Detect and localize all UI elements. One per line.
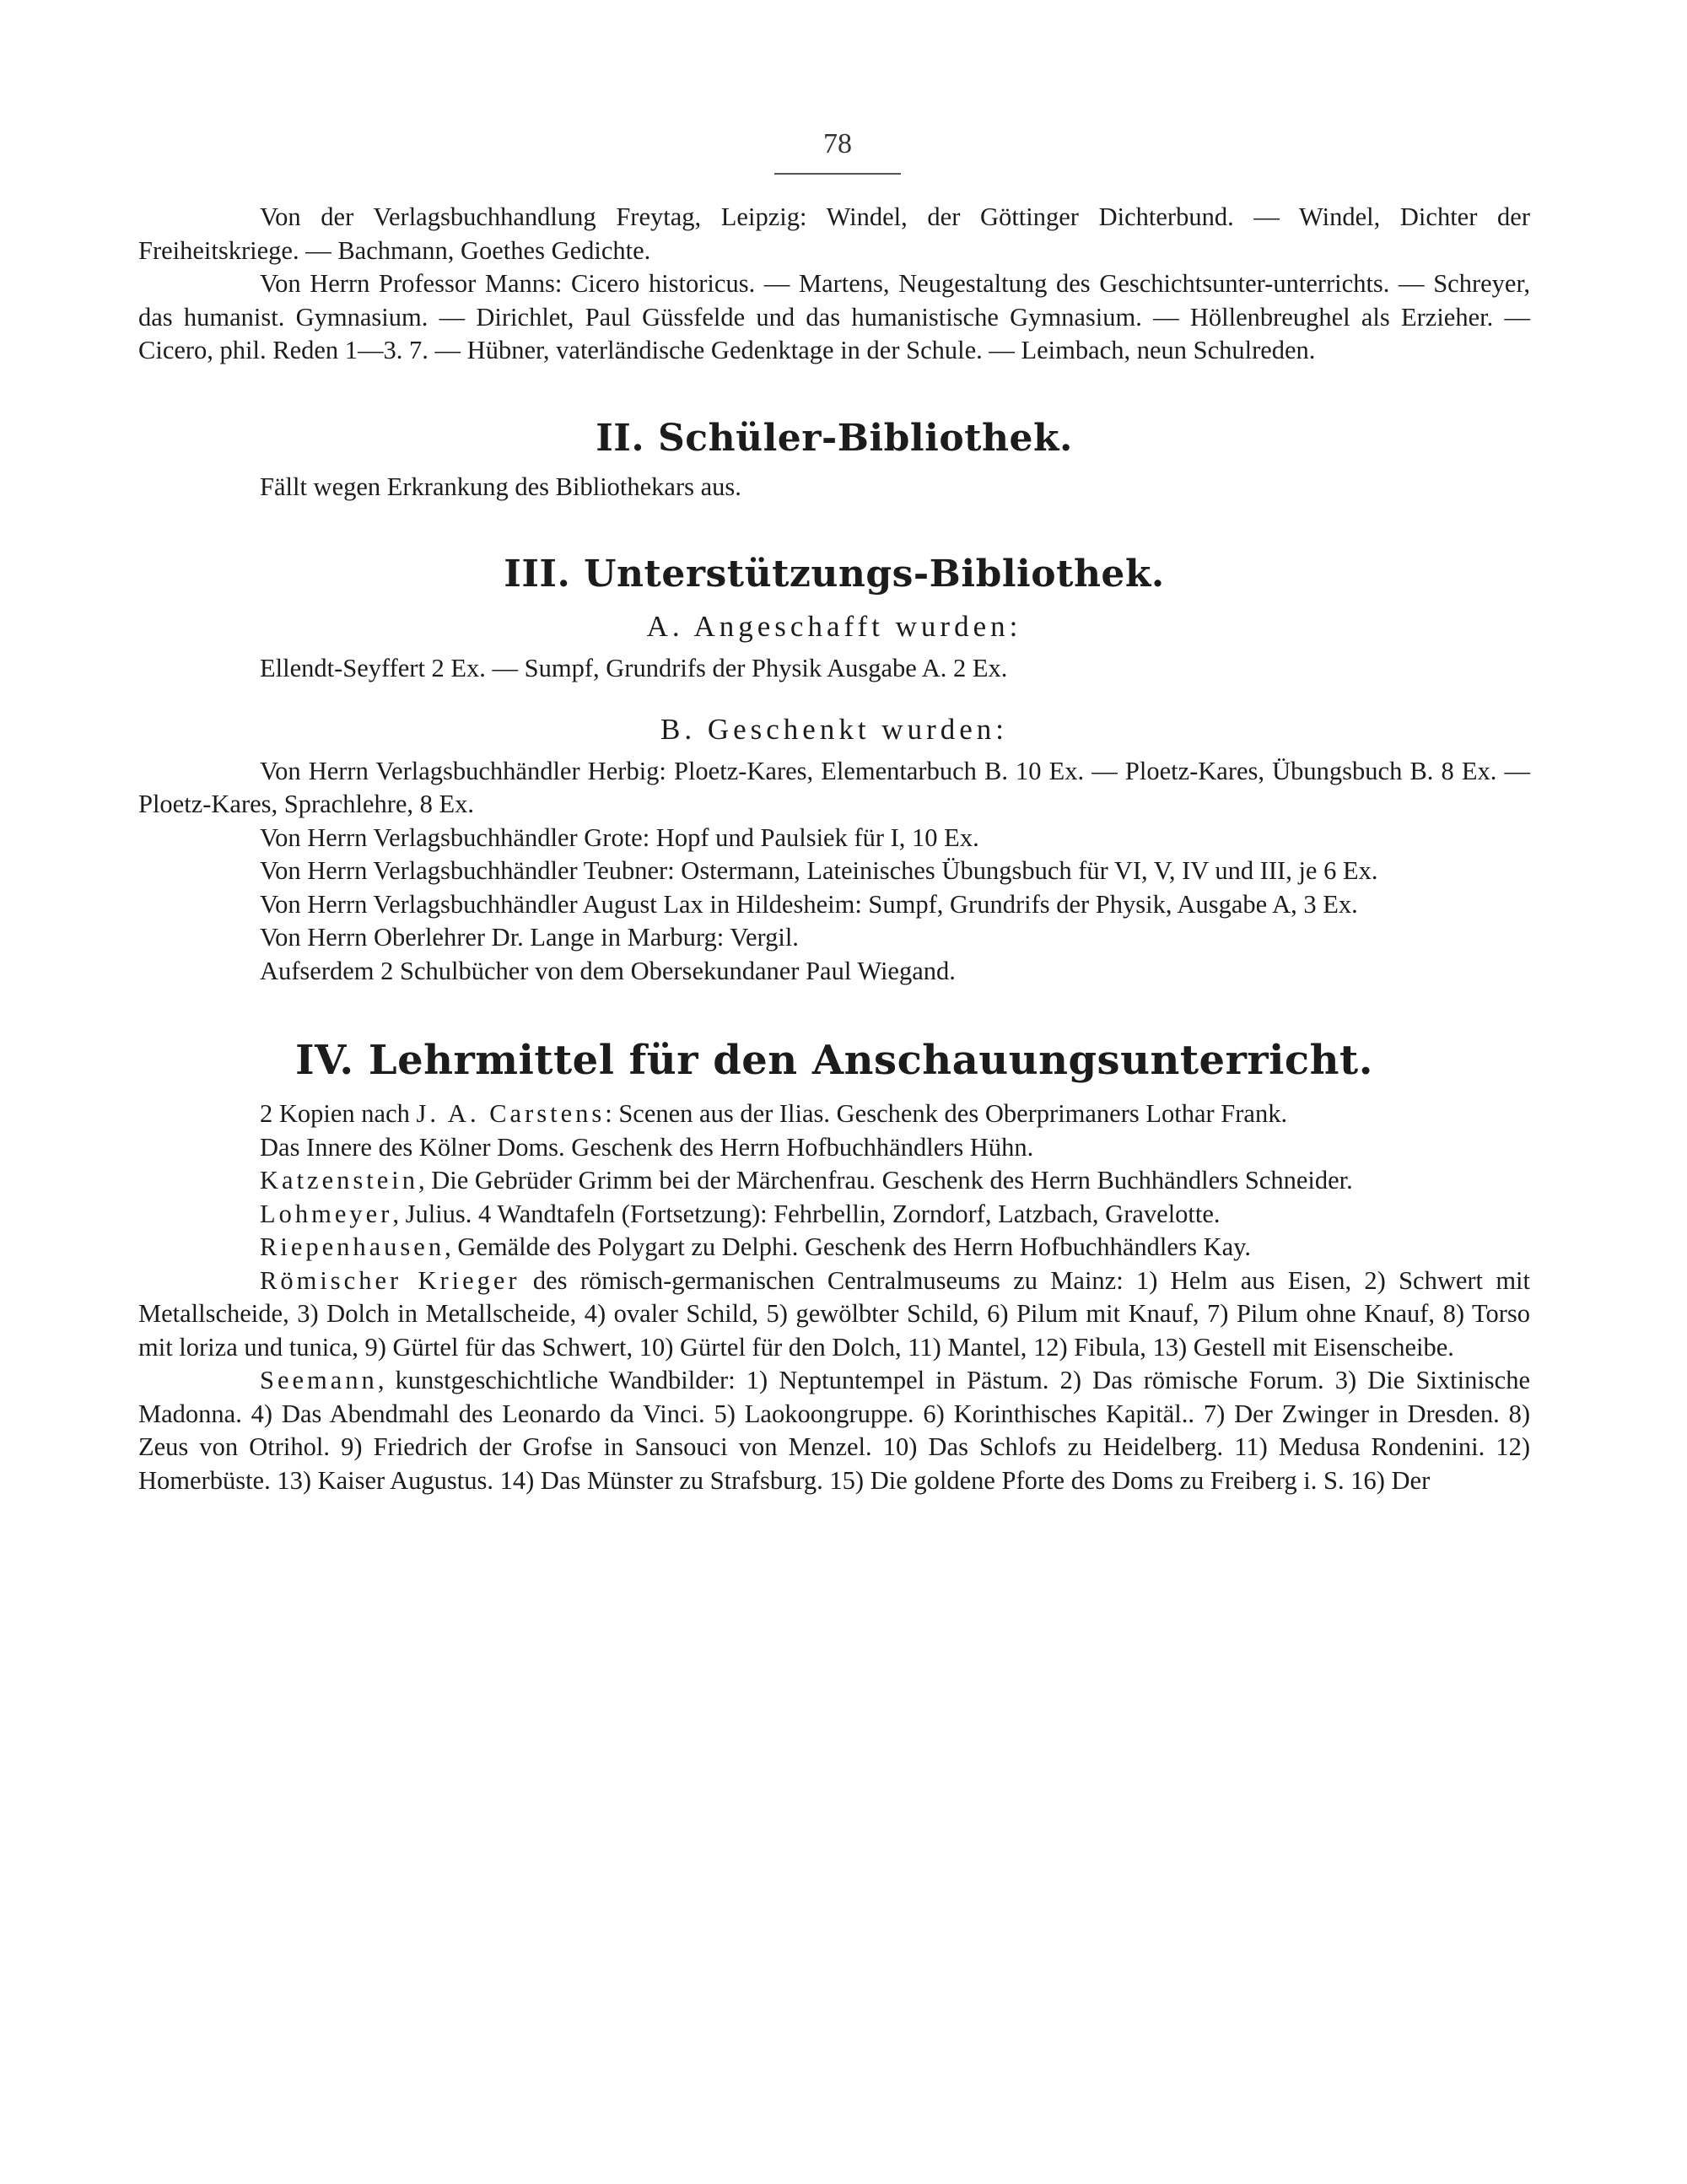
entry-name-spaced: Lohmeyer [260, 1199, 393, 1228]
section-3a-text: Ellendt-Seyffert 2 Ex. — Sumpf, Grundrifs der Physik Ausgabe A. 2 Ex. [260, 654, 1008, 682]
intro-paragraph-2: Von Herrn Professor Manns: Cicero historicus. — Martens, Neugestaltung des Geschichtsunter-unterrichts. — Schreyer, das humanist. Gymnasium. — Dirichlet, Paul Güssfelde und das humanistische Gymnasium. — Höllenbreughel als Erzieher. — Cicero, phil. Reden 1—3. 7. — Hübner, vaterländische Gedenktage in der Schule. — Leimbach, neun Schulreden. [138, 269, 1530, 364]
section-3a-subheading: A. Angeschafft wurden: [646, 610, 1022, 643]
section-3b-entry: Aufserdem 2 Schulbücher von dem Obersekundaner Paul Wiegand. [260, 956, 956, 985]
page-content [138, 201, 1530, 1497]
section-3b-entry: Von Herrn Verlagsbuchhändler Herbig: Ploetz-Kares, Elementarbuch B. 10 Ex. — Ploetz-Kares, Übungsbuch B. 8 Ex. — Ploetz-Kares, Sprachlehre, 8 Ex. [138, 756, 1530, 818]
entry-name-spaced: Seemann [260, 1366, 378, 1394]
section-3b-entry: Von Herrn Verlagsbuchhändler August Lax in Hildesheim: Sumpf, Grundrifs der Physik, Ausgabe A, 3 Ex. [260, 889, 1358, 919]
section-4-entry [138, 1364, 1530, 1497]
page-number-rule [774, 173, 901, 175]
entry-name-spaced: Riepenhausen [260, 1232, 445, 1261]
entry-text: , Die Gebrüder Grimm bei der Märchenfrau. Geschenk des Herrn Buchhändlers Schneider. [418, 1166, 1353, 1194]
entry-text: , Julius. 4 Wandtafeln (Fortsetzung): Fehrbellin, Zorndorf, Latzbach, Gravelotte. [392, 1199, 1221, 1228]
section-3b-entry: Von Herrn Verlagsbuchhändler Teubner: Ostermann, Lateinisches Übungsbuch für VI, V, IV und III, je 6 Ex. [260, 856, 1378, 885]
entry-name-spaced: J. A. Carstens [416, 1099, 606, 1128]
section-4-entry: Das Innere des Kölner Doms. Geschenk des Herrn Hofbuchhändlers Hühn. [260, 1132, 1034, 1162]
section-3b-entry: Von Herrn Oberlehrer Dr. Lange in Marburg: Vergil. [260, 923, 799, 952]
page-number: 78 [823, 128, 852, 159]
entry-text: , kunstgeschichtliche Wandbilder: 1) Neptuntempel in Pästum. 2) Das römische Forum. 3) Die Sixtinische Madonna. 4) Das Abendmahl des Leonardo da Vinci. 5) Laokoongruppe. 6) Korinthisches Kapitäl.. 7) Der Zwinger in Dresden. 8) Zeus von Otrihol. 9) Friedrich der Grofse in Sansouci von Menzel. 10) Das Schlofs zu Heidelberg. 11) Medusa Rondenini. 12) Homerbüste. 13) Kaiser Augustus. 14) Das Münster zu Strafsburg. 15) Die goldene Pforte des Doms zu Freiberg i. S. 16) Der [138, 1366, 1530, 1495]
section-3b-subheading: B. Geschenkt wurden: [660, 712, 1008, 746]
section-2-heading: II. Schüler-Bibliothek. [596, 416, 1073, 460]
entry-name-spaced: Römischer Krieger [260, 1265, 520, 1295]
entry-text: des römisch-germanischen Centralmuseums zu Mainz: 1) Helm aus Eisen, 2) Schwert mit Metallscheide, 3) Dolch in Metallscheide, 4) ovaler Schild, 5) gewölbter Schild, 6) Pilum mit Knauf, 7) Pilum ohne Knauf, 8) Torso mit loriza und tunica, 9) Gürtel für das Schwert, 10) Gürtel für den Dolch, 11) Mantel, 12) Fibula, 13) Gestell mit Eisenscheibe. [138, 1265, 1530, 1362]
entry-prefix: 2 Kopien nach [260, 1099, 417, 1128]
entry-text: : Scenen aus der Ilias. Geschenk des Oberprimaners Lothar Frank. [605, 1099, 1288, 1128]
section-4-entry [138, 1265, 1530, 1365]
entry-text: , Gemälde des Polygart zu Delphi. Geschenk des Herrn Hofbuchhändlers Kay. [445, 1232, 1252, 1261]
entry-name-spaced: Katzenstein [260, 1166, 418, 1194]
section-4-entry [138, 1198, 1530, 1232]
section-3-heading: III. Unterstützungs-Bibliothek. [504, 553, 1165, 596]
section-4-entry [138, 1164, 1530, 1198]
section-2-text: Fällt wegen Erkrankung des Bibliothekars aus. [260, 472, 741, 501]
section-4-entry [138, 1231, 1530, 1265]
section-4-heading: IV. Lehrmittel für den Anschauungsunterricht. [295, 1037, 1373, 1084]
section-4-entry [138, 1097, 1530, 1131]
section-3b-entry: Von Herrn Verlagsbuchhändler Grote: Hopf und Paulsiek für I, 10 Ex. [260, 822, 979, 852]
intro-paragraph-1: Von der Verlagsbuchhandlung Freytag, Leipzig: Windel, der Göttinger Dichterbund. — Windel, Dichter der Freiheitskriege. — Bachmann, Goethes Gedichte. [138, 202, 1530, 265]
